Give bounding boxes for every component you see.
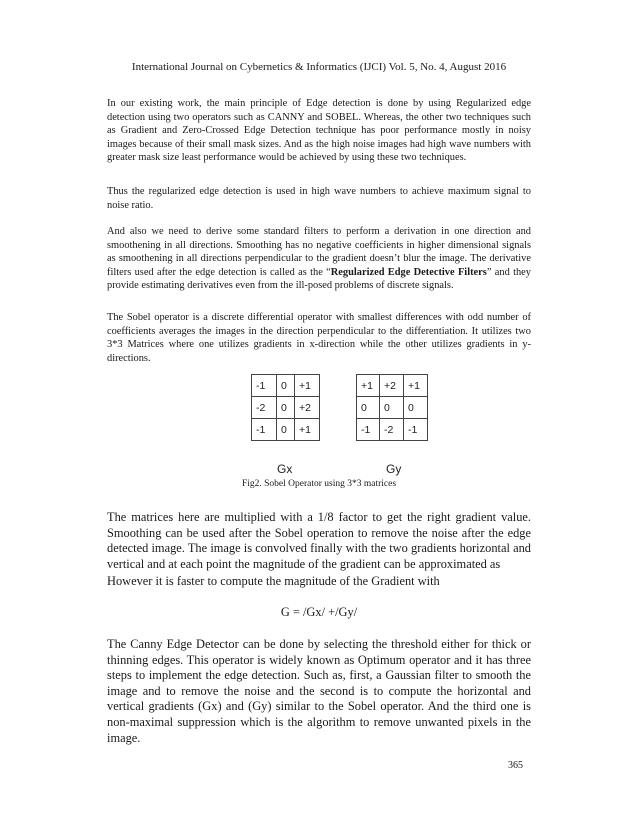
matrix-cell: +1 [295,375,320,397]
matrix-row [252,375,320,397]
matrix-cell: -1 [252,375,277,397]
matrix-cell: +2 [295,397,320,419]
matrix-cell: 0 [357,397,380,419]
matrix-cell: -2 [252,397,277,419]
gy-matrix [356,374,428,441]
paragraph-text: And also we need to derive some standard filters to perform a derivation in one direction and smoothening in all directions. Smoothing has no negative coefficients in higher dimensional signals as smoothening in all directions perpendicular to the gradient doesn’t blur the image. The derivative filters used after the edge detection is called as the “ [107,226,531,278]
matrix-cell: +1 [295,419,320,441]
paragraph-matrices-factor: The matrices here are multiplied with a 1/8 factor to get the right gradient value. Smoothing can be used after the Sobel operation to remove the noise after the edge detected image. The image is convolved finally with the two gradients horizontal and vertical and at each point the magnitude of the gradient can be approximated as [107,510,531,571]
paragraph-canny-detector: The Canny Edge Detector can be done by selecting the threshold either for thick or thinning edges. This operator is widely known as Optimum operator and it has three steps to implement the edge detection. Such as, first, a Gaussian filter to smooth the image and to remove the noise and the second is to compute the horizontal and vertical gradients (Gx) and (Gy) similar to the Sobel operator. And the third one is non-maximal suppression which is the algorithm to remove unwanted pixels in the image. [107,637,531,745]
paragraph-faster-compute: However it is faster to compute the magnitude of the Gradient with [107,574,440,588]
matrix-row [357,419,428,441]
gradient-formula: G = /Gx/ +/Gy/ [280,605,358,619]
matrix-cell: 0 [380,397,404,419]
paragraph-regularized-detection: Thus the regularized edge detection is used in high wave numbers to achieve maximum signal to noise ratio. [107,186,531,211]
matrix-cell: -1 [252,419,277,441]
matrix-cell: +1 [357,375,380,397]
matrix-cell: -1 [404,419,428,441]
page-number: 365 [508,760,523,771]
paragraph-standard-filters [107,225,531,293]
gx-label: Gx [277,462,293,476]
matrix-cell: 0 [404,397,428,419]
matrix-cell: -1 [357,419,380,441]
matrix-row [252,397,320,419]
matrix-cell: +2 [380,375,404,397]
gx-matrix [251,374,320,441]
matrix-cell: 0 [277,419,295,441]
matrix-cell: -2 [380,419,404,441]
matrix-row [357,375,428,397]
paragraph-existing-work: In our existing work, the main principle of Edge detection is done by using Regularized edge detection using two operators such as CANNY and SOBEL. Whereas, the other two techniques such as Gradient and Zero-Crossed Edge Detection technique has poor performance mostly in noisy images because of their small mask sizes. And as the high noise images had high wave numbers with greater mask size least performance would be achieved by using these two techniques. [107,98,531,164]
figure-caption: Fig2. Sobel Operator using 3*3 matrices [241,479,397,489]
matrix-cell: +1 [404,375,428,397]
matrix-row [357,397,428,419]
matrix-row [252,419,320,441]
paragraph-text: ” and they provide estimating derivatives even from the ill-posed problems of discrete signals. [107,266,531,292]
matrix-cell: 0 [277,375,295,397]
matrix-cell: 0 [277,397,295,419]
running-header: International Journal on Cybernetics & Informatics (IJCI) Vol. 5, No. 4, August 2016 [131,61,507,73]
paragraph-sobel-operator: The Sobel operator is a discrete differential operator with smallest differences with odd number of coefficients averages the images in the direction perpendicular to the differentiation. It utilizes two 3*3 Matrices where one utilizes gradients in x-direction while the other utilizes gradients in y-directions. [107,312,531,364]
bold-term: Regularized Edge Detective Filters [330,266,487,278]
gy-label: Gy [386,462,402,476]
